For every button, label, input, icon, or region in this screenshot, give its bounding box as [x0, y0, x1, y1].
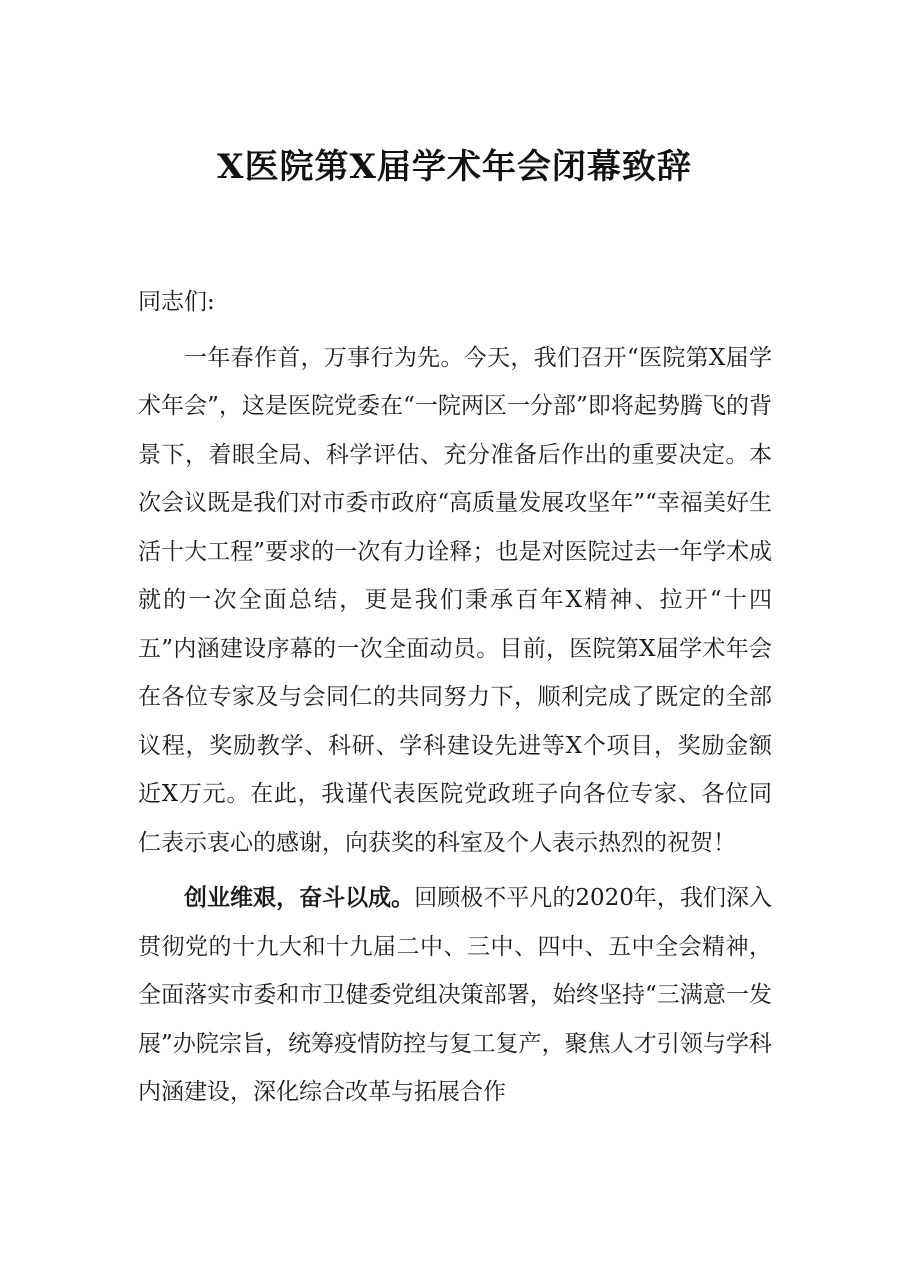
- paragraph-text: 一年春作首，万事行为先。今天，我们召开“医院第X届学术年会”，这是医院党委在“一院两区一分部”即将起势腾飞的背景下，着眼全局、科学评估、充分准备后作出的重要决定。本次会议既是我们对市委市政府“高质量发展攻坚年”“幸福美好生活十大工程”要求的一次有力诠释；也是对医院过去一年学术成就的一次全面总结，更是我们秉承百年X精神、拉开“十四五”内涵建设序幕的一次全面动员。目前，医院第X届学术年会在各位专家及与会同仁的共同努力下，顺利完成了既定的全部议程，奖励教学、科研、学科建设先进等X个项目，奖励金额近X万元。在此，我谨代表医院党政班子向各位专家、各位同仁表示衷心的感谢，向获奖的科室及个人表示热烈的祝贺！: [138, 344, 772, 856]
- document-title: X医院第X届学术年会闭幕致辞: [217, 147, 692, 187]
- document-body: [138, 278, 772, 1124]
- paragraph-lead: 创业维艰，奋斗以成。: [184, 885, 415, 911]
- paragraph-text: 回顾极不平凡的2020年，我们深入贯彻党的十九大和十九届二中、三中、四中、五中全会精神，全面落实市委和市卫健委党组决策部署，始终坚持“三满意一发展”办院宗旨，统筹疫情防控与复工复产，聚焦人才引领与学科内涵建设，深化综合改革与拓展合作: [138, 885, 772, 1105]
- paragraph-2: [138, 874, 772, 1117]
- salutation: 同志们:: [138, 289, 215, 315]
- paragraph-1: [138, 334, 772, 868]
